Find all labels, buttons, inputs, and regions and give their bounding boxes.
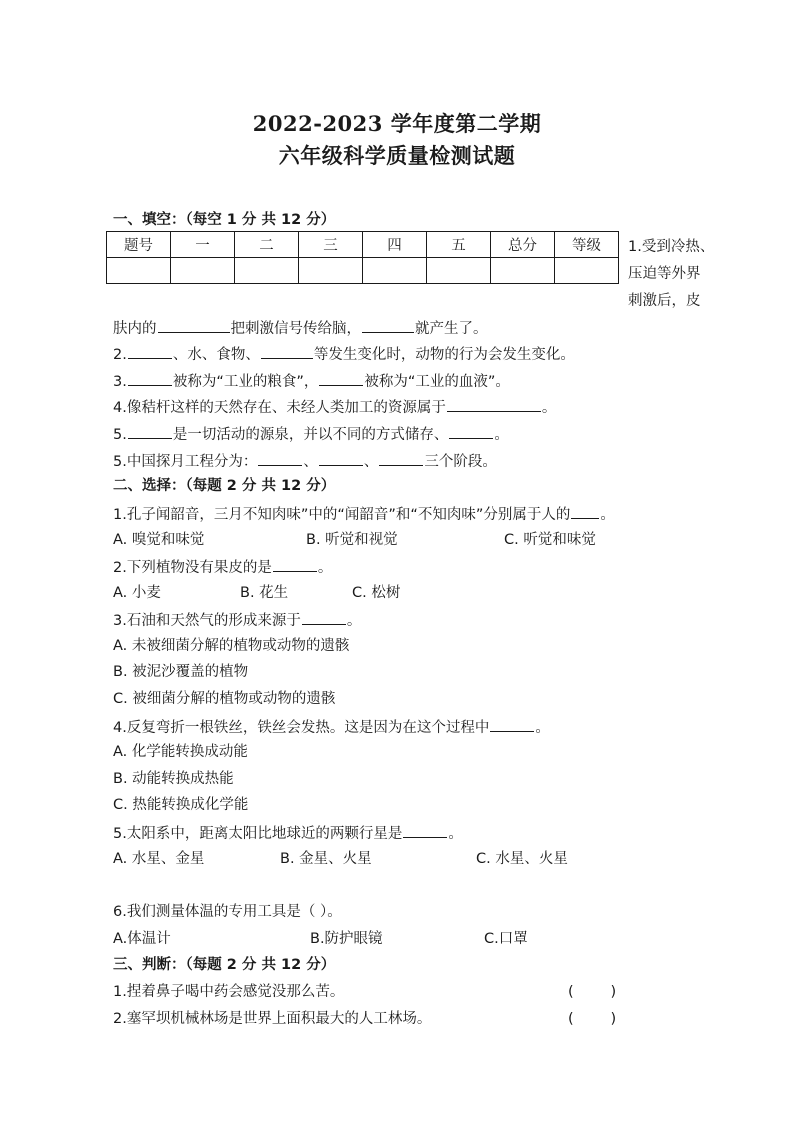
choice-option[interactable]: A. 未被细菌分解的植物或动物的遗骸 (113, 638, 350, 654)
choice-option[interactable]: A.体温计 (113, 931, 171, 947)
choice-option[interactable]: B. 动能转换成热能 (113, 771, 234, 787)
score-cell[interactable] (235, 258, 299, 284)
answer-blank[interactable] (273, 556, 317, 572)
choice-question-1: 1.孔子闻韶音，三月不知肉味”中的“闻韶音”和“不知肉味”分别属于人的 。 (113, 503, 615, 525)
exam-title-line1: 2022-2023 学年度第二学期 (252, 111, 542, 136)
fill-question-6: 5.中国探月工程分为： 、 、 三个阶段。 (113, 450, 497, 472)
answer-blank[interactable] (319, 450, 363, 466)
fill-question-3: 3. 被称为“工业的粮食”， 被称为“工业的血液”。 (113, 370, 510, 392)
fill-question-4: 4.像秸杆这样的天然存在、未经人类加工的资源属于 。 (113, 396, 556, 418)
q1-side-line: 1.受到冷热、 (628, 239, 715, 255)
answer-blank[interactable] (571, 503, 599, 519)
choice-option[interactable]: B. 听觉和视觉 (306, 532, 398, 548)
fill-question-5: 5. 是一切活动的源泉，并以不同的方式储存、 。 (113, 423, 509, 445)
score-table-header: 二 (235, 232, 299, 258)
choice-option[interactable]: C. 听觉和味觉 (504, 532, 596, 548)
section2-heading: 二、选择：（每题 2 分 共 12 分） (113, 478, 336, 494)
judge-question-2: 2.塞罕坝机械林场是世界上面积最大的人工林场。 (113, 1011, 432, 1027)
score-table-header: 等级 (555, 232, 619, 258)
score-cell[interactable] (427, 258, 491, 284)
score-cell[interactable] (171, 258, 235, 284)
score-cell[interactable] (491, 258, 555, 284)
answer-blank[interactable] (261, 343, 313, 359)
answer-parentheses[interactable]: ( ) (568, 984, 617, 1000)
score-cell[interactable] (555, 258, 619, 284)
choice-option[interactable]: A. 小麦 (113, 585, 161, 601)
answer-blank[interactable] (128, 370, 172, 386)
answer-blank[interactable] (379, 450, 423, 466)
score-table-header: 五 (427, 232, 491, 258)
choice-question-2: 2.下列植物没有果皮的是 。 (113, 556, 332, 578)
score-table-header: 四 (363, 232, 427, 258)
score-cell[interactable] (363, 258, 427, 284)
answer-blank[interactable] (403, 822, 447, 838)
choice-option[interactable]: C. 水星、火星 (476, 851, 568, 867)
answer-blank[interactable] (490, 716, 534, 732)
score-table-header: 题号 (107, 232, 171, 258)
choice-question-4: 4.反复弯折一根铁丝，铁丝会发热。这是因为在这个过程中 。 (113, 716, 550, 738)
score-table-header: 一 (171, 232, 235, 258)
choice-option[interactable]: C. 被细菌分解的植物或动物的遗骸 (113, 691, 336, 707)
choice-option[interactable]: C.口罩 (484, 931, 528, 947)
q1-side-line: 压迫等外界 (628, 266, 701, 282)
answer-parentheses[interactable]: ( ) (568, 1011, 617, 1027)
answer-blank[interactable] (447, 396, 541, 412)
choice-option[interactable]: B. 花生 (240, 585, 289, 601)
answer-blank[interactable] (302, 609, 346, 625)
choice-option[interactable]: A. 水星、金星 (113, 851, 205, 867)
q1-side-line: 刺激后，皮 (628, 293, 701, 309)
judge-question-1: 1.捏着鼻子喝中药会感觉没那么苦。 (113, 984, 345, 1000)
answer-blank[interactable] (258, 450, 302, 466)
answer-blank[interactable] (128, 423, 172, 439)
fill-question-1: 肤内的 把刺激信号传给脑， 就产生了。 (113, 317, 488, 339)
choice-option[interactable]: A. 嗅觉和味觉 (113, 532, 205, 548)
answer-blank[interactable] (158, 317, 230, 333)
answer-blank[interactable] (449, 423, 493, 439)
score-table-header-row (107, 232, 619, 258)
choice-question-5: 5.太阳系中，距离太阳比地球近的两颗行星是 。 (113, 822, 463, 844)
choice-option[interactable]: C. 松树 (352, 585, 401, 601)
choice-option[interactable]: C. 热能转换成化学能 (113, 797, 249, 813)
choice-option[interactable]: B. 金星、火星 (280, 851, 372, 867)
section3-heading: 三、判断：（每题 2 分 共 12 分） (113, 957, 336, 973)
answer-blank[interactable] (362, 317, 414, 333)
score-table-header: 三 (299, 232, 363, 258)
answer-blank[interactable] (319, 370, 363, 386)
choice-question-6: 6.我们测量体温的专用工具是（ ）。 (113, 904, 342, 920)
score-cell[interactable] (107, 258, 171, 284)
score-table (106, 231, 619, 284)
section1-heading: 一、填空：（每空 1 分 共 12 分） (113, 212, 336, 228)
answer-blank[interactable] (128, 343, 172, 359)
score-cell[interactable] (299, 258, 363, 284)
exam-title-line2: 六年级科学质量检测试题 (278, 143, 516, 168)
choice-option[interactable]: B.防护眼镜 (310, 931, 383, 947)
choice-question-3: 3.石油和天然气的形成来源于 。 (113, 609, 361, 631)
choice-option[interactable]: A. 化学能转换成动能 (113, 744, 248, 760)
score-table-header: 总分 (491, 232, 555, 258)
fill-question-2: 2. 、水、食物、 等发生变化时，动物的行为会发生变化。 (113, 343, 575, 365)
choice-option[interactable]: B. 被泥沙覆盖的植物 (113, 664, 249, 680)
score-table-value-row (107, 258, 619, 284)
